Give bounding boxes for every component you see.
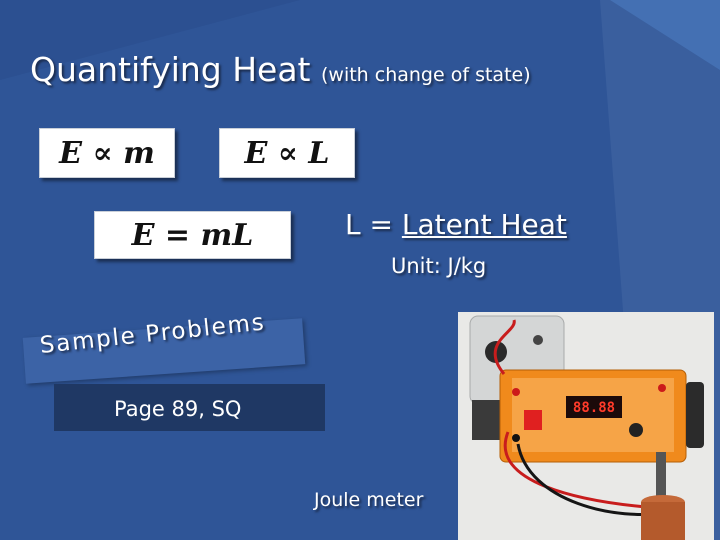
equation-text: E ∝ m: [59, 135, 155, 171]
title-subtitle: (with change of state): [321, 64, 531, 86]
copper-block: [641, 502, 685, 540]
joule-meter-photo: [458, 312, 714, 540]
equation-text: E = mL: [131, 217, 254, 253]
joule-meter-display-reading: 88.88: [572, 400, 616, 416]
terminal-black-icon: [512, 434, 520, 442]
photo-caption: Joule meter: [314, 489, 424, 511]
meter-knob-icon: [629, 423, 643, 437]
terminal-red-icon: [512, 388, 520, 396]
power-supply-knob-icon: [533, 335, 543, 345]
latent-symbol: L =: [345, 208, 393, 241]
page-reference-band: [54, 384, 325, 431]
equation-e-equals-ml: [94, 211, 291, 259]
equation-e-proportional-l: [219, 128, 355, 178]
page-reference-text: Page 89, SQ: [114, 397, 242, 421]
latent-heat-definition: [345, 208, 567, 241]
red-switch-icon: [524, 410, 542, 430]
latent-heat-unit: Unit: J/kg: [391, 254, 487, 278]
title-main: Quantifying Heat: [30, 50, 311, 89]
slide-title: [30, 50, 531, 89]
sample-problems-label: Sample Problems: [38, 309, 267, 359]
meter-side-grip: [686, 382, 704, 448]
equation-text: E ∝ L: [244, 135, 330, 171]
equation-e-proportional-m: [39, 128, 175, 178]
latent-heat-link[interactable]: Latent Heat: [401, 208, 567, 241]
terminal-red-icon: [658, 384, 666, 392]
